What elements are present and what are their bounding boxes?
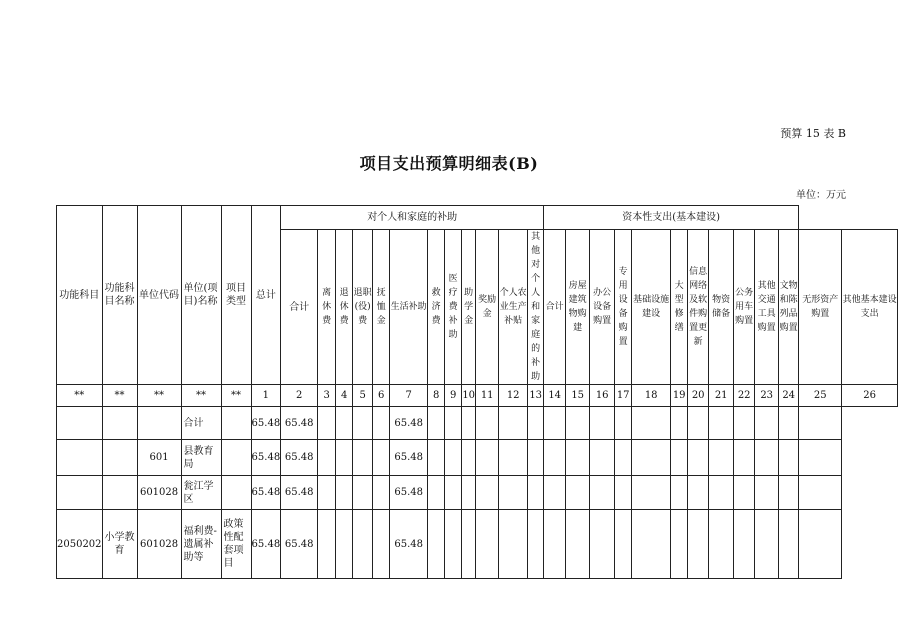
index-cell: 6	[373, 385, 390, 407]
index-cell: 11	[476, 385, 499, 407]
index-cell: **	[181, 385, 221, 407]
cell-unit-name: 瓮江学区	[181, 476, 221, 510]
index-cell: 12	[499, 385, 528, 407]
index-cell: 5	[353, 385, 373, 407]
header-it-software: 信息网络及软件购置更新	[688, 230, 709, 385]
cell-living-subsidy: 65.48	[390, 440, 428, 476]
index-cell: 10	[462, 385, 476, 407]
cell-project-type	[221, 476, 251, 510]
cell-func-name	[102, 476, 137, 510]
header-func-subject: 功能科目	[57, 206, 103, 385]
index-cell: 4	[336, 385, 353, 407]
unit-label: 单位：万元	[796, 190, 846, 201]
index-cell: 25	[799, 385, 842, 407]
header-unit-code: 单位代码	[137, 206, 181, 385]
header-resignation: 退职(役)费	[353, 230, 373, 385]
cell-func-name	[102, 440, 137, 476]
header-agri-subsidy: 个人农业生产补贴	[499, 230, 528, 385]
table-row	[57, 476, 898, 510]
header-other-personal: 其他对个人和家庭的补助	[528, 230, 544, 385]
header-building: 房屋建筑物购建	[566, 230, 590, 385]
cell-project-type: 政策性配套项目	[221, 510, 251, 579]
cell-func-subject	[57, 407, 103, 440]
page-title: 项目支出预算明细表(B)	[359, 154, 539, 173]
header-project-type: 项目类型	[221, 206, 251, 385]
header-retirement-tuixiu: 退休费	[336, 230, 353, 385]
header-office-equip: 办公设备购置	[590, 230, 615, 385]
form-number: 预算 15 表 B	[780, 127, 846, 140]
header-total: 总计	[251, 206, 281, 385]
header-other-capital: 其他基本建设支出	[842, 230, 898, 385]
header-living-subsidy: 生活补助	[390, 230, 428, 385]
cell-personal-total: 65.48	[281, 407, 318, 440]
cell-living-subsidy: 65.48	[390, 476, 428, 510]
index-row	[57, 385, 898, 407]
index-cell: 1	[251, 385, 281, 407]
index-cell: **	[102, 385, 137, 407]
header-student-aid: 助学金	[462, 230, 476, 385]
cell-project-type	[221, 407, 251, 440]
index-cell: 22	[734, 385, 755, 407]
cell-unit-name: 县教育局	[181, 440, 221, 476]
cell-total: 65.48	[251, 407, 281, 440]
header-capital-total: 合计	[544, 230, 566, 385]
header-retirement-lixiu: 离休费	[318, 230, 336, 385]
index-cell: 21	[709, 385, 734, 407]
index-cell: **	[221, 385, 251, 407]
index-cell: 7	[390, 385, 428, 407]
cell-unit-name: 合计	[181, 407, 221, 440]
cell-func-subject	[57, 476, 103, 510]
index-cell: 23	[755, 385, 779, 407]
index-cell: **	[137, 385, 181, 407]
index-cell: 15	[566, 385, 590, 407]
index-cell: 26	[842, 385, 898, 407]
header-other-vehicle: 其他交通工具购置	[755, 230, 779, 385]
cell-unit-code	[137, 407, 181, 440]
budget-table	[56, 205, 898, 579]
cell-func-name	[102, 407, 137, 440]
header-material-reserve: 物资储备	[709, 230, 734, 385]
cell-project-type	[221, 440, 251, 476]
index-cell: 16	[590, 385, 615, 407]
index-cell: 18	[632, 385, 671, 407]
cell-unit-code: 601028	[137, 476, 181, 510]
header-medical: 医疗费补助	[445, 230, 462, 385]
cell-func-name: 小学教育	[102, 510, 137, 579]
header-unit-name: 单位(项目)名称	[181, 206, 221, 385]
header-cultural-relics: 文物和陈列品购置	[779, 230, 799, 385]
header-personal-total: 合计	[281, 230, 318, 385]
header-intangible: 无形资产购置	[799, 230, 842, 385]
cell-living-subsidy: 65.48	[390, 510, 428, 579]
header-relief: 救济费	[428, 230, 445, 385]
header-infrastructure: 基础设施建设	[632, 230, 671, 385]
cell-personal-total: 65.48	[281, 510, 318, 579]
header-special-equip: 专用设备购置	[615, 230, 632, 385]
table-row	[57, 407, 898, 440]
header-group-personal: 对个人和家庭的补助	[281, 206, 544, 230]
header-reward: 奖励金	[476, 230, 499, 385]
index-cell: 19	[671, 385, 688, 407]
index-cell: 24	[779, 385, 799, 407]
header-group-capital: 资本性支出(基本建设)	[544, 206, 799, 230]
cell-total: 65.48	[251, 440, 281, 476]
cell-living-subsidy: 65.48	[390, 407, 428, 440]
header-row-1	[57, 206, 898, 230]
table-row	[57, 510, 898, 579]
cell-unit-code: 601028	[137, 510, 181, 579]
header-pension: 抚恤金	[373, 230, 390, 385]
cell-func-subject: 2050202	[57, 510, 103, 579]
index-cell: 13	[528, 385, 544, 407]
index-cell: 2	[281, 385, 318, 407]
cell-total: 65.48	[251, 510, 281, 579]
index-cell: 3	[318, 385, 336, 407]
cell-unit-code: 601	[137, 440, 181, 476]
table-row	[57, 440, 898, 476]
index-cell: 14	[544, 385, 566, 407]
cell-func-subject	[57, 440, 103, 476]
cell-unit-name: 福利费-遗属补助等	[181, 510, 221, 579]
cell-total: 65.48	[251, 476, 281, 510]
index-cell: 8	[428, 385, 445, 407]
cell-personal-total: 65.48	[281, 440, 318, 476]
header-func-name: 功能科目名称	[102, 206, 137, 385]
index-cell: 17	[615, 385, 632, 407]
header-official-car: 公务用车购置	[734, 230, 755, 385]
index-cell: 20	[688, 385, 709, 407]
index-cell: **	[57, 385, 103, 407]
index-cell: 9	[445, 385, 462, 407]
header-major-repair: 大型修缮	[671, 230, 688, 385]
cell-personal-total: 65.48	[281, 476, 318, 510]
